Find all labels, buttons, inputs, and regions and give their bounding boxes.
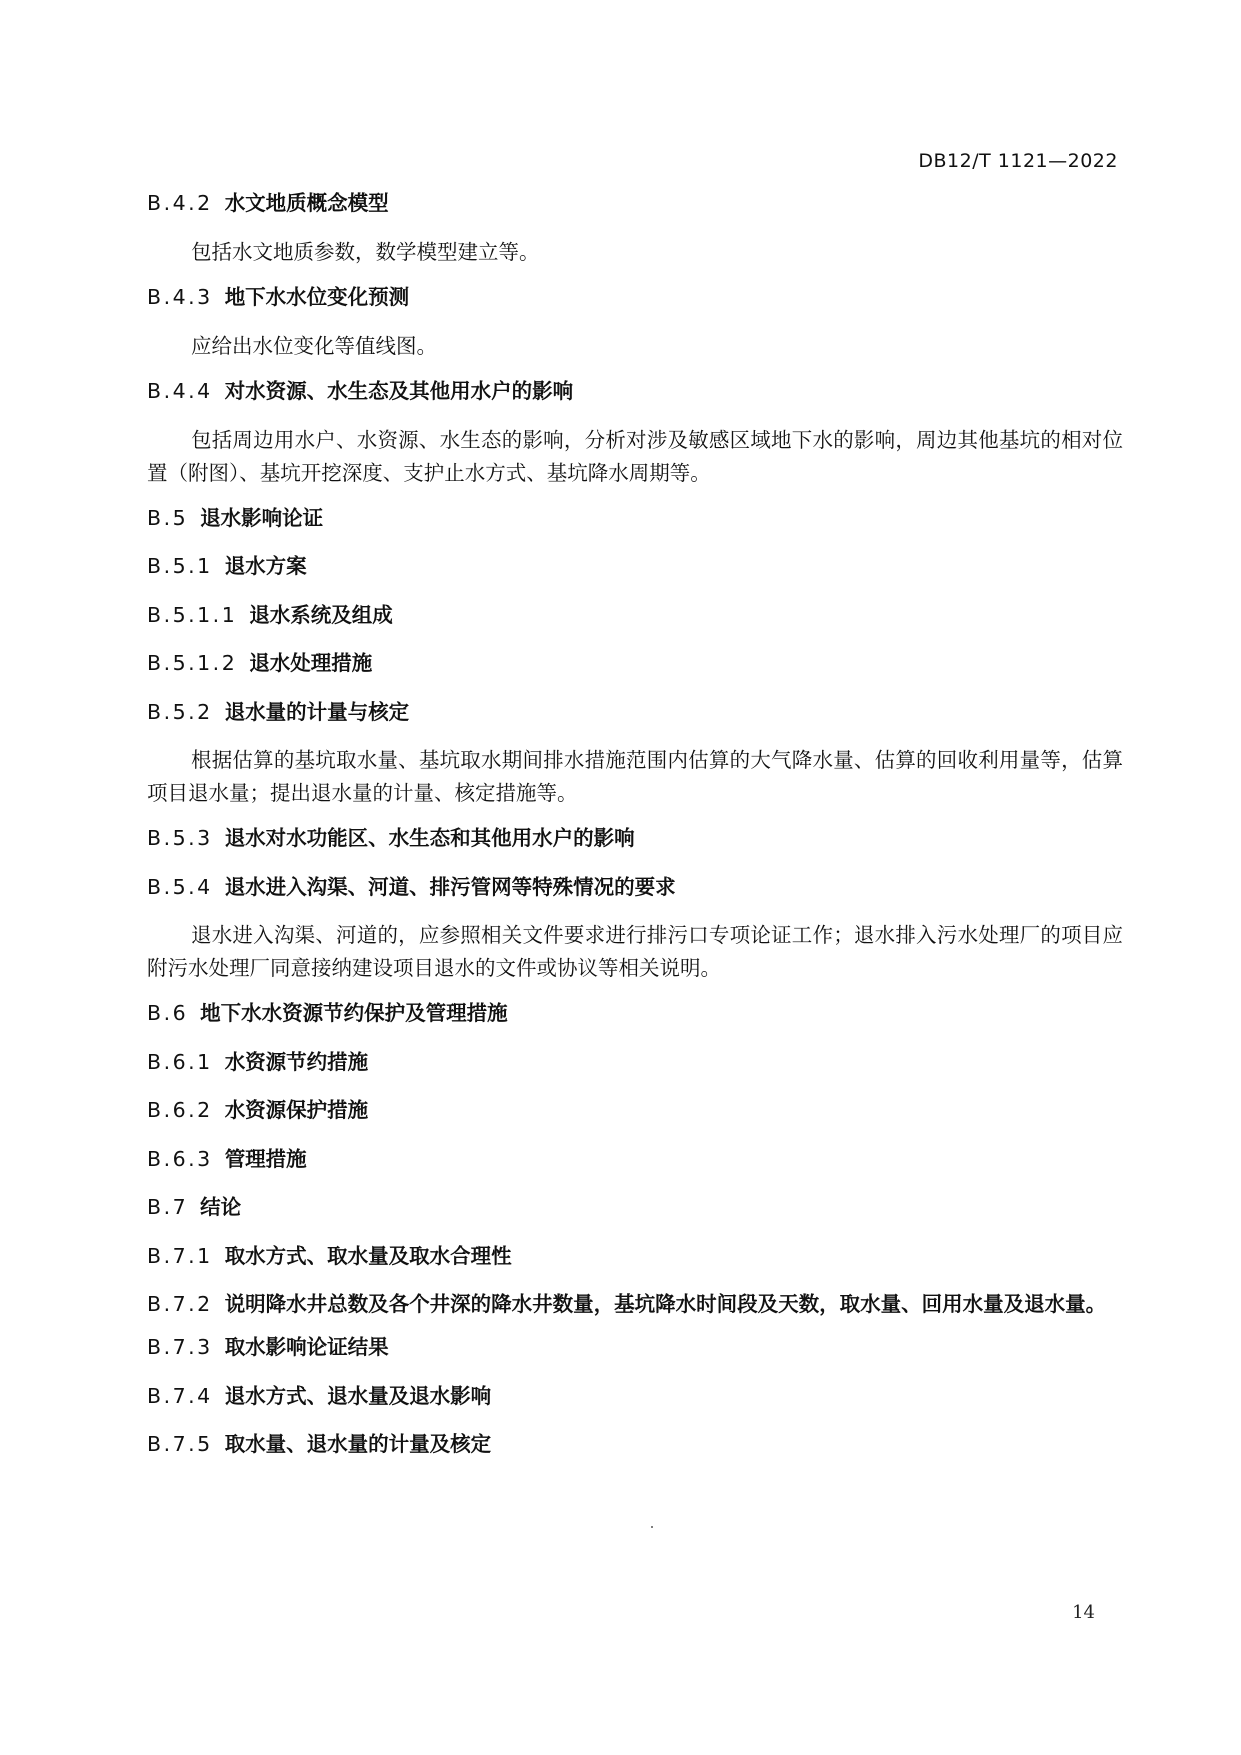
document-body bbox=[147, 190, 1123, 1480]
heading-b-4-2 bbox=[147, 190, 1123, 239]
section-number: B.5 bbox=[147, 505, 189, 530]
section-title: 退水系统及组成 bbox=[249, 602, 393, 627]
section-number: B.4.4 bbox=[147, 379, 213, 403]
heading-b-7-4 bbox=[147, 1383, 1123, 1432]
heading-b-5-1 bbox=[147, 553, 1123, 602]
section-title: 退水处理措施 bbox=[249, 651, 373, 675]
section-title: 退水进入沟渠、河道、排污管网等特殊情况的要求 bbox=[224, 874, 676, 899]
section-title: 地下水水资源节约保护及管理措施 bbox=[200, 1001, 508, 1025]
document-code: DB12/T 1121—2022 bbox=[918, 150, 1118, 172]
section-number: B.5.1.2 bbox=[147, 651, 238, 675]
section-number: B.7.5 bbox=[147, 1432, 213, 1456]
heading-b-5-1-1 bbox=[147, 602, 1123, 651]
section-title: 退水量的计量与核定 bbox=[224, 699, 410, 724]
heading-b-6-1 bbox=[147, 1049, 1123, 1098]
section-number: B.5.1.1 bbox=[147, 602, 238, 627]
paragraph: 根据估算的基坑取水量、基坑取水期间排水措施范围内估算的大气降水量、估算的回收利用量等，估算项目退水量；提出退水量的计量、核定措施等。 bbox=[147, 748, 1123, 805]
heading-b-5-2 bbox=[147, 699, 1123, 748]
section-number: B.6.1 bbox=[147, 1049, 213, 1074]
section-number: B.7.4 bbox=[147, 1383, 213, 1408]
heading-b-6-2 bbox=[147, 1097, 1123, 1146]
heading-b-7-1 bbox=[147, 1243, 1123, 1292]
section-title: 水资源节约措施 bbox=[224, 1049, 369, 1074]
paragraph: 包括水文地质参数，数学模型建立等。 bbox=[191, 239, 540, 264]
section-title: 对水资源、水生态及其他用水户的影响 bbox=[224, 379, 574, 403]
section-title: 取水影响论证结果 bbox=[224, 1335, 389, 1359]
section-number: B.4.3 bbox=[147, 285, 213, 309]
heading-b-4-3 bbox=[147, 284, 1123, 333]
section-title: 取水量、退水量的计量及核定 bbox=[224, 1432, 492, 1456]
section-number: B.6.2 bbox=[147, 1098, 213, 1122]
scan-dot bbox=[651, 1526, 653, 1528]
section-number: B.7 bbox=[147, 1195, 189, 1219]
section-number: B.6.3 bbox=[147, 1146, 213, 1171]
heading-b-7 bbox=[147, 1194, 1123, 1243]
section-title: 水资源保护措施 bbox=[224, 1098, 369, 1122]
section-title: 水文地质概念模型 bbox=[224, 191, 389, 215]
section-number: B.4.2 bbox=[147, 191, 213, 215]
heading-b-6 bbox=[147, 1000, 1123, 1049]
section-title: 管理措施 bbox=[224, 1146, 307, 1171]
paragraph: 应给出水位变化等值线图。 bbox=[191, 333, 437, 358]
heading-b-5-1-2 bbox=[147, 650, 1123, 699]
heading-b-6-3 bbox=[147, 1146, 1123, 1195]
heading-b-5-3 bbox=[147, 825, 1123, 874]
section-title: 地下水水位变化预测 bbox=[224, 285, 410, 309]
heading-b-4-4 bbox=[147, 378, 1123, 427]
section-title: 取水方式、取水量及取水合理性 bbox=[224, 1243, 512, 1268]
section-number: B.7.2 bbox=[147, 1292, 213, 1316]
section-number: B.5.1 bbox=[147, 554, 213, 578]
section-number: B.5.4 bbox=[147, 874, 213, 899]
section-number: B.6 bbox=[147, 1001, 189, 1025]
section-title: 退水对水功能区、水生态和其他用水户的影响 bbox=[224, 826, 635, 850]
heading-b-5-4 bbox=[147, 874, 1123, 923]
heading-b-5 bbox=[147, 505, 1123, 554]
section-number: B.5.3 bbox=[147, 826, 213, 850]
page-number: 14 bbox=[1072, 1602, 1095, 1623]
section-title: 退水方案 bbox=[224, 554, 307, 578]
section-number: B.7.1 bbox=[147, 1243, 213, 1268]
heading-b-7-5 bbox=[147, 1431, 1123, 1480]
paragraph: 退水进入沟渠、河道的，应参照相关文件要求进行排污口专项论证工作；退水排入污水处理厂的项目应附污水处理厂同意接纳建设项目退水的文件或协议等相关说明。 bbox=[147, 923, 1123, 980]
section-title: 退水影响论证 bbox=[200, 505, 324, 530]
section-number: B.7.3 bbox=[147, 1335, 213, 1359]
section-title: 说明降水井总数及各个井深的降水井数量，基坑降水时间段及天数，取水量、回用水量及退水量。 bbox=[224, 1292, 1107, 1316]
paragraph: 包括周边用水户、水资源、水生态的影响，分析对涉及敏感区域地下水的影响，周边其他基坑的相对位置（附图）、基坑开挖深度、支护止水方式、基坑降水周期等。 bbox=[147, 427, 1123, 485]
heading-b-7-2 bbox=[147, 1288, 1123, 1321]
section-number: B.5.2 bbox=[147, 699, 213, 724]
section-title: 结论 bbox=[200, 1195, 242, 1219]
section-title: 退水方式、退水量及退水影响 bbox=[224, 1383, 492, 1408]
heading-b-7-3 bbox=[147, 1334, 1123, 1383]
